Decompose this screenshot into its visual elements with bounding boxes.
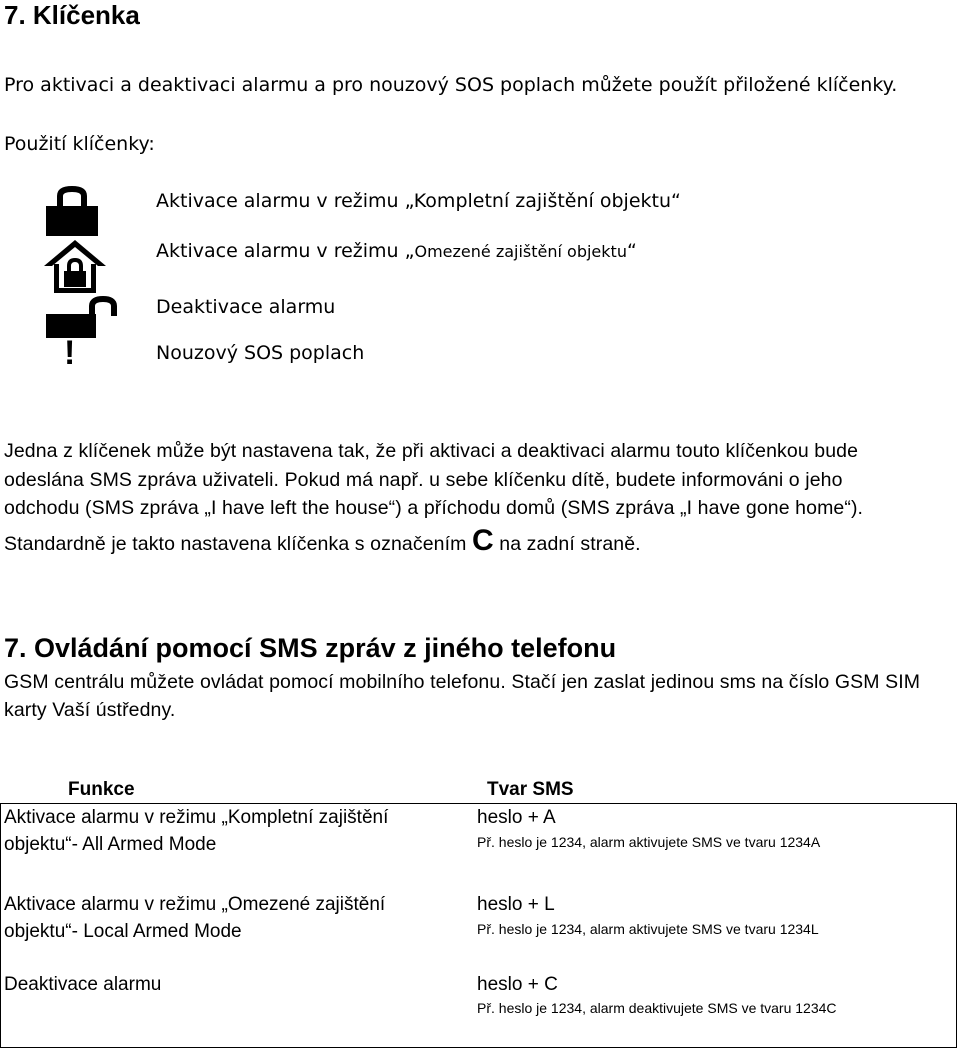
section-title-keyfob: 7. Klíčenka	[4, 0, 140, 30]
table-row-2-function: Aktivace alarmu v režimu „Omezené zajištění objektu“- Local Armed Mode	[4, 894, 386, 942]
section-title-sms-control: 7. Ovládání pomocí SMS zpráv z jiného telefonu	[4, 633, 617, 663]
key-label-sos: Nouzový SOS poplach	[156, 342, 365, 364]
house-lock-icon	[42, 238, 108, 294]
table-row-3-note: Př. heslo je 1234, alarm deaktivujete SMS ve tvaru 1234C	[477, 1000, 837, 1016]
keyfob-intro: Pro aktivaci a deaktivaci alarmu a pro nouzový SOS poplach můžete použít přiložené klíčenky.	[4, 74, 898, 96]
key-label-disarm: Deaktivace alarmu	[156, 296, 336, 318]
keyfob-paragraph-line3: odchodu (SMS zpráva „I have left the house“) a příchodu domů (SMS zpráva „I have gone home“).	[4, 497, 864, 519]
keyfob-paragraph-line1: Jedna z klíčenek může být nastavena tak, že při aktivaci a deaktivaci alarmu touto klíčenkou bude	[4, 440, 859, 462]
table-row-1-sms: heslo + A	[477, 807, 556, 828]
keyfob-usage-label: Použití klíčenky:	[4, 133, 155, 155]
table-row-2-note: Př. heslo je 1234, alarm aktivujete SMS ve tvaru 1234L	[477, 921, 819, 937]
lock-open-icon	[44, 296, 120, 340]
sms-intro-line1: GSM centrálu můžete ovládat pomocí mobilního telefonu. Stačí jen zaslat jedinou sms na číslo GSM SIM	[4, 671, 921, 693]
table-row-3-function: Deaktivace alarmu	[4, 974, 162, 995]
exclamation-icon: !	[64, 334, 76, 372]
key-label-full-arm: Aktivace alarmu v režimu „Kompletní zajištění objektu“	[156, 190, 681, 212]
table-header-function: Funkce	[68, 779, 135, 800]
table-row-3-sms: heslo + C	[477, 974, 558, 995]
table-row-1-function: Aktivace alarmu v režimu „Kompletní zajištění objektu“- All Armed Mode	[4, 807, 389, 855]
lock-closed-icon	[44, 186, 100, 238]
table-row-1-note: Př. heslo je 1234, alarm aktivujete SMS ve tvaru 1234A	[477, 834, 821, 850]
keyfob-paragraph-line2: odeslána SMS zpráva uživateli. Pokud má např. u sebe klíčenku dítě, budete informováni o jeho	[4, 469, 843, 491]
table-row-2-sms: heslo + L	[477, 894, 555, 915]
key-label-partial-arm: Aktivace alarmu v režimu „Omezené zajištění objektu“	[156, 240, 637, 262]
table-header-sms-format: Tvar SMS	[487, 779, 574, 800]
keyfob-paragraph-line4: Standardně je takto nastavena klíčenka s označením C na zadní straně.	[4, 524, 641, 557]
sms-intro-line2: karty Vaší ústředny.	[4, 699, 176, 721]
